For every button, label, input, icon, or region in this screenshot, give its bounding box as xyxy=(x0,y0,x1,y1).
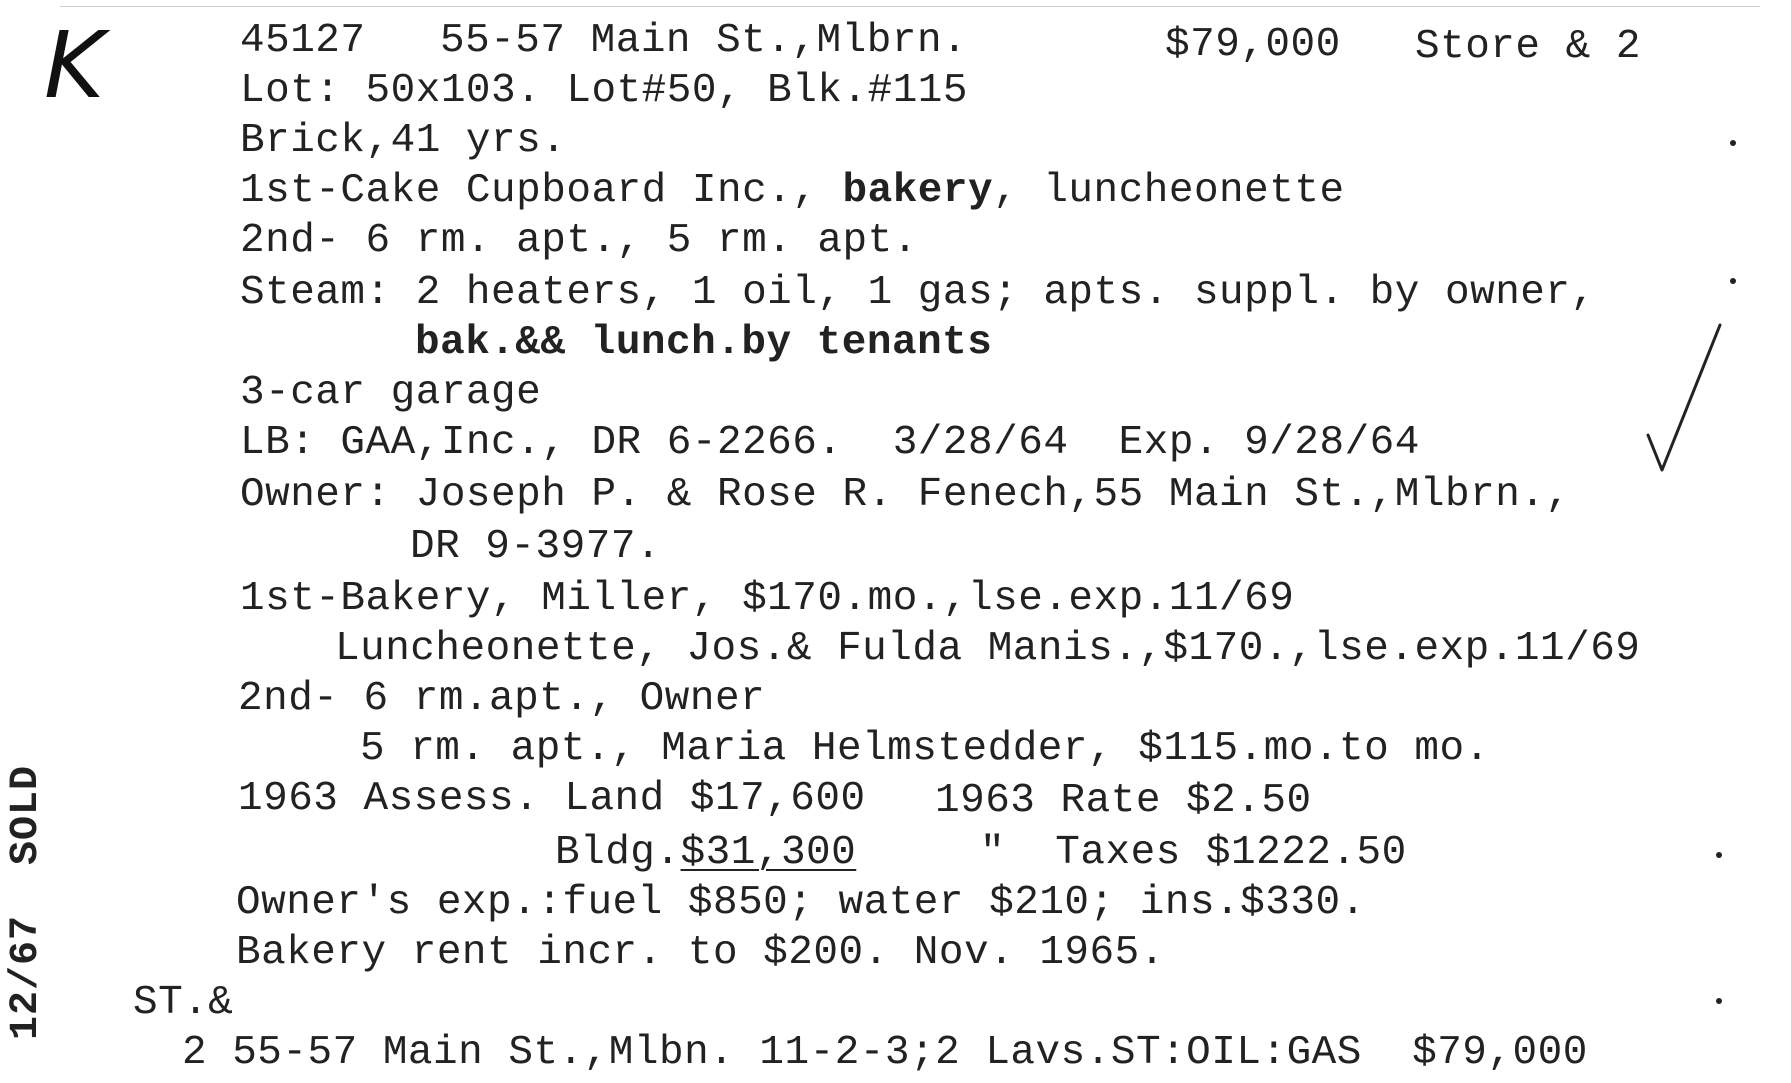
assessment-taxes: " Taxes $1222.50 xyxy=(980,830,1407,876)
lot-line: Lot: 50x103. Lot#50, Blk.#115 xyxy=(240,68,969,114)
listing-type: Store & 2 xyxy=(1415,24,1641,70)
assessment-rate: 1963 Rate $2.50 xyxy=(935,778,1312,824)
lb-line: LB: GAA,Inc., DR 6-2266. 3/28/64 Exp. 9/28/64 xyxy=(240,420,1420,466)
garage-line: 3-car garage xyxy=(240,370,542,416)
first-floor-text: 1st-Cake Cupboard Inc., xyxy=(240,168,843,214)
construction-line: Brick,41 yrs. xyxy=(240,118,567,164)
assessment-bldg-value: $31,300 xyxy=(680,830,857,876)
owner-expenses: Owner's exp.:fuel $850; water $210; ins.$330. xyxy=(236,880,1366,926)
steam-continuation: bak.&& lunch.by tenants xyxy=(415,320,993,366)
handwritten-k-mark: K xyxy=(44,12,105,119)
first-floor-rest: , luncheonette xyxy=(993,168,1345,214)
margin-dot xyxy=(1730,140,1736,146)
margin-dot xyxy=(1730,278,1736,284)
listing-id: 45127 xyxy=(240,18,366,64)
listing-address: 55-57 Main St.,Mlbrn. xyxy=(440,18,968,64)
first-floor-line xyxy=(240,168,1345,214)
footer-label: ST.& xyxy=(133,980,234,1026)
tenant-bakery: 1st-Bakery, Miller, $170.mo.,lse.exp.11/69 xyxy=(240,576,1295,622)
margin-dot xyxy=(1716,852,1722,858)
assessment-land: 1963 Assess. Land $17,600 xyxy=(238,776,866,822)
tenant-five-room: 5 rm. apt., Maria Helmstedder, $115.mo.to mo. xyxy=(360,726,1490,772)
listing-price: $79,000 xyxy=(1165,22,1341,68)
assessment-bldg xyxy=(555,830,856,876)
steam-line: Steam: 2 heaters, 1 oil, 1 gas; apts. suppl. by owner, xyxy=(240,270,1596,316)
footer-summary: 2 55-57 Main St.,Mlbn. 11-2-3;2 Lavs.ST:OIL:GAS $79,000 xyxy=(182,1030,1588,1076)
checkmark-icon xyxy=(1640,315,1740,475)
first-floor-bakery: bakery xyxy=(842,168,994,214)
owner-phone: DR 9-3977. xyxy=(410,524,662,570)
tenant-second-floor: 2nd- 6 rm.apt., Owner xyxy=(238,676,766,722)
margin-dot xyxy=(1716,998,1722,1004)
rent-increase: Bakery rent incr. to $200. Nov. 1965. xyxy=(236,930,1165,976)
sold-stamp: 12/67 SOLD xyxy=(4,764,49,1040)
owner-line: Owner: Joseph P. & Rose R. Fenech,55 Main St.,Mlbrn., xyxy=(240,472,1571,518)
tenant-luncheonette: Luncheonette, Jos.& Fulda Manis.,$170.,lse.exp.11/69 xyxy=(335,626,1641,672)
card-top-edge xyxy=(60,6,1760,7)
assessment-bldg-label: Bldg. xyxy=(555,830,681,876)
second-floor-line: 2nd- 6 rm. apt., 5 rm. apt. xyxy=(240,218,918,264)
